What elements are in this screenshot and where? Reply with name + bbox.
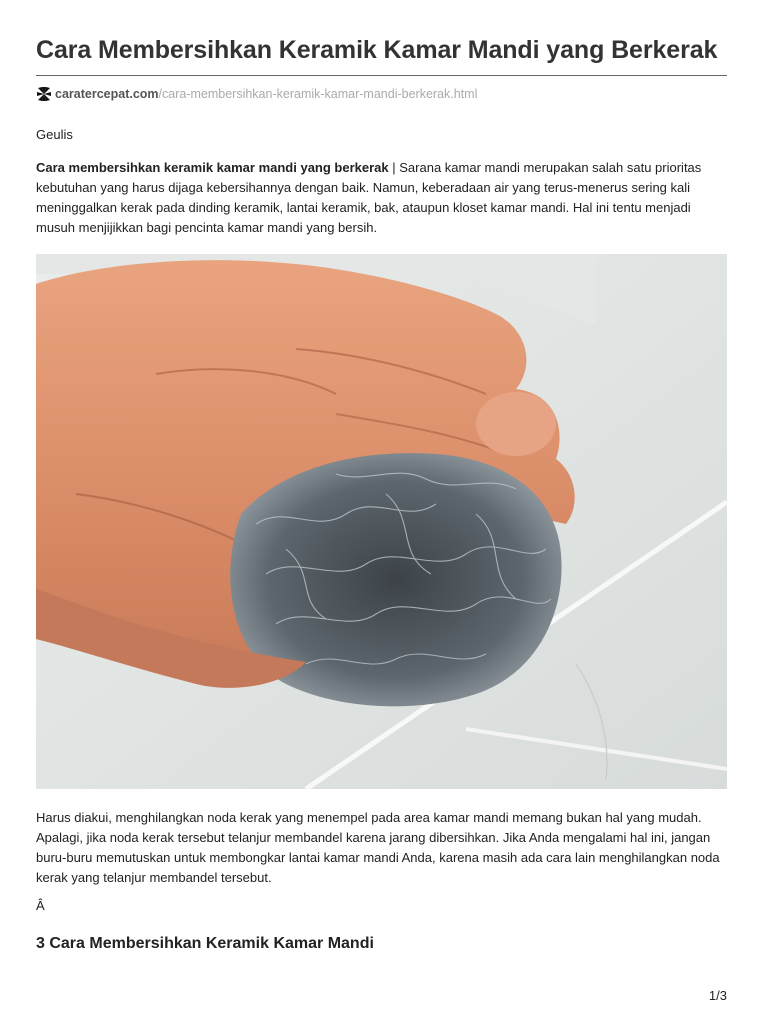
- source-domain[interactable]: caratercepat.com: [55, 87, 159, 101]
- body-paragraph: Harus diakui, menghilangkan noda kerak yang menempel pada area kamar mandi memang bukan hal yang mudah. Apalagi, jika noda kerak tersebut telanjur membandel karena jarang dibersihkan. Jika Anda mengalami hal ini, jangan buru-buru memutuskan untuk membongkar lantai kamar mandi Anda, karena masih ada cara lain menghilangkan noda kerak yang telanjur membandel tersebut.: [36, 810, 720, 885]
- article-photo: [36, 254, 727, 789]
- page-number: 1/3: [708, 988, 727, 1003]
- section-heading: 3 Cara Membersihkan Keramik Kamar Mandi: [36, 935, 374, 952]
- maltese-cross-icon: [36, 86, 52, 102]
- source-path[interactable]: /cara-membersihkan-keramik-kamar-mandi-berkerak.html: [158, 87, 478, 101]
- source-line[interactable]: [36, 86, 477, 102]
- hand-scrubbing-photo: [36, 254, 727, 789]
- article-title: Cara Membersihkan Keramik Kamar Mandi yang Berkerak: [36, 36, 718, 64]
- title-divider: [36, 75, 727, 76]
- intro-paragraph: [36, 158, 727, 238]
- intro-bold: Cara membersihkan keramik kamar mandi yang berkerak: [36, 160, 389, 175]
- intro-separator: |: [388, 160, 400, 175]
- stray-character: Â: [36, 898, 45, 913]
- intro-text: Sarana kamar mandi merupakan salah satu prioritas kebutuhan yang harus dijaga kebersihannya dengan baik. Namun, keberadaan air yang terus-menerus sering kali meninggalkan kerak pada dinding keramik, lantai keramik, bak, ataupun kloset kamar mandi. Hal ini tentu menjadi musuh menjijikkan bagi pencinta kamar mandi yang bersih.: [36, 160, 702, 235]
- author-name: Geulis: [36, 127, 73, 142]
